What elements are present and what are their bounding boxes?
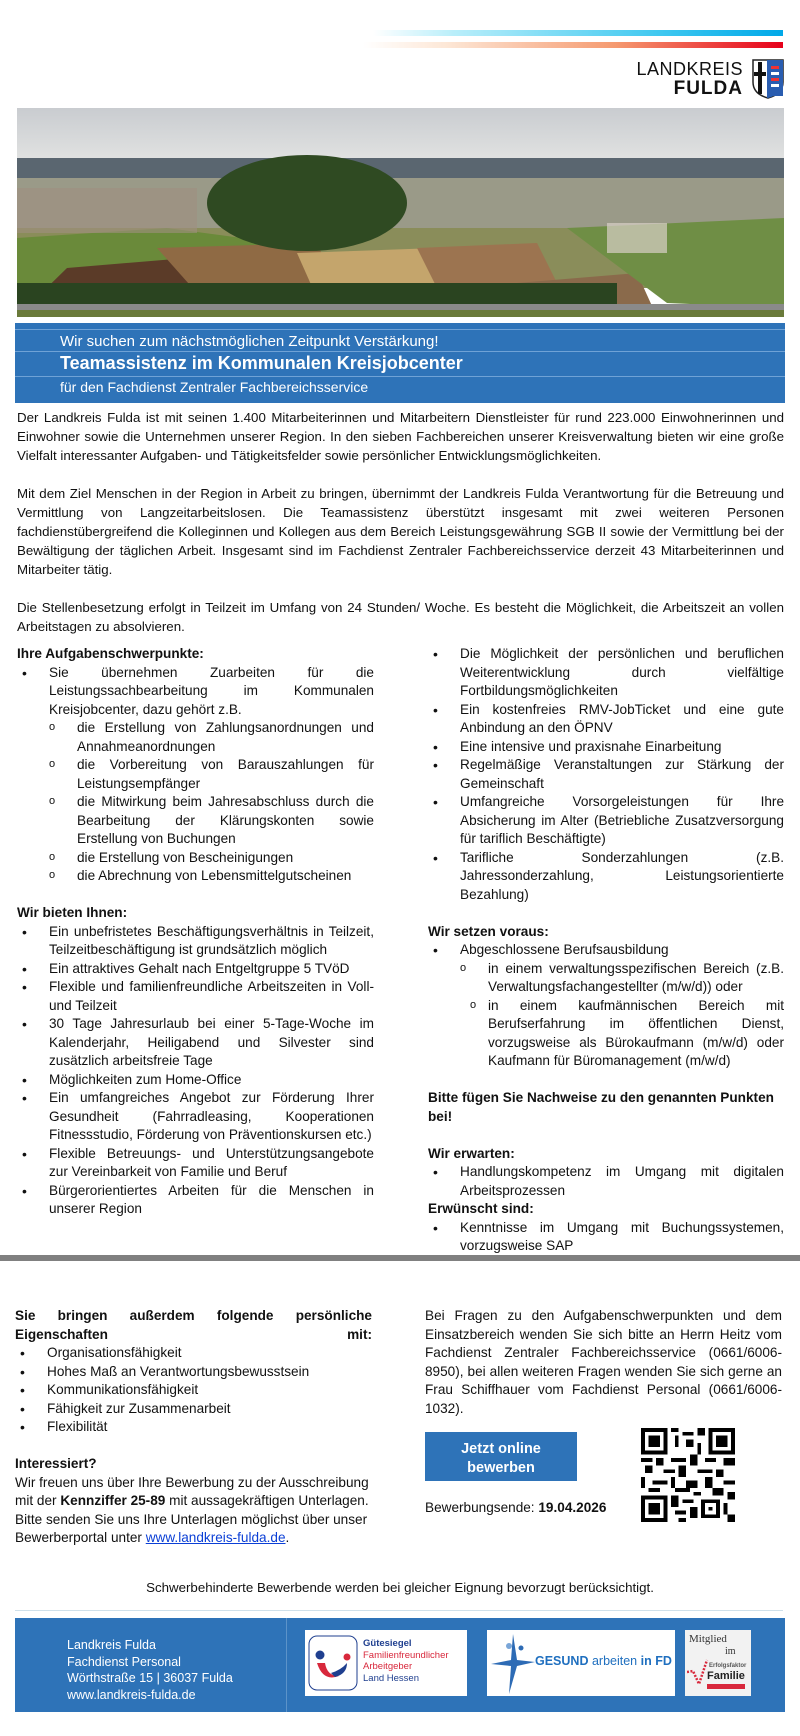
- list-item: • Flexibilität: [15, 1418, 372, 1437]
- list-item: • Eine intensive und praxisnahe Einarbeitung: [428, 738, 784, 757]
- banner-rule: [15, 376, 785, 377]
- footer-dept: Fachdienst Personal: [67, 1654, 181, 1669]
- list-item: o die Vorbereitung von Barauszahlungen für Leistungsempfänger: [49, 756, 374, 793]
- badge-familienfreundlicher-arbeitgeber: [305, 1630, 467, 1696]
- expect-heading: Wir erwarten:: [428, 1145, 515, 1161]
- disability-notice: Schwerbehinderte Bewerbende werden bei gleicher Eignung bevorzugt berücksichtigt.: [146, 1580, 654, 1595]
- right-column: [428, 645, 784, 1256]
- star-figures-icon: [487, 1630, 537, 1696]
- list-item: • Ein attraktives Gehalt nach Entgeltgruppe 5 TVöD: [17, 960, 374, 979]
- badge-gesund-light: arbeiten: [588, 1654, 641, 1668]
- job-title-banner: [15, 323, 785, 403]
- disclaimer-rule: [15, 1610, 783, 1611]
- offer-heading: Wir bieten Ihnen:: [17, 905, 128, 920]
- deadline-value: 19.04.2026: [538, 1500, 607, 1515]
- list-item: • Flexible Betreuungs- und Unterstützungsangebote zur Vereinbarkeit von Familie und Beruf: [17, 1145, 374, 1182]
- list-item: [17, 664, 374, 886]
- list-item: • Kenntnisse im Umgang mit Buchungssystemen, vorzugsweise SAP: [428, 1219, 784, 1256]
- banner-rule: [15, 329, 785, 330]
- logo-line2: FULDA: [673, 78, 743, 99]
- deadline-label: Bewerbungsende:: [425, 1500, 539, 1515]
- badge-mitglied-line1: Mitglied: [689, 1633, 727, 1645]
- job-title: Teamassistenz im Kommunalen Kreisjobcenter: [60, 353, 463, 373]
- application-deadline: [425, 1500, 606, 1515]
- list-item: o die Abrechnung von Lebensmittelgutscheinen: [49, 867, 374, 886]
- decorative-stripe-red: [363, 42, 783, 48]
- list-item: • Flexible und familienfreundliche Arbeitszeiten in Voll- und Teilzeit: [17, 978, 374, 1015]
- list-item: • Ein unbefristetes Beschäftigungsverhältnis in Teilzeit, Teilzeitbeschäftigung ist grundsätzlich möglich: [17, 923, 374, 960]
- decorative-stripe-blue: [373, 30, 783, 36]
- hero-landscape-image: [17, 108, 784, 317]
- footer: [15, 1618, 785, 1712]
- badge-guete-line3: Arbeitgeber: [363, 1661, 413, 1672]
- banner-rule: [15, 351, 785, 352]
- badge-mitglied-line2: im: [725, 1646, 736, 1657]
- interested-text-part: Wir freuen uns über Ihre Bewerbung zu der Ausschreibung mit der: [15, 1474, 369, 1508]
- banner-kicker: Wir suchen zum nächstmöglichen Zeitpunkt Verstärkung!: [60, 333, 439, 350]
- coat-of-arms-icon: [751, 58, 785, 100]
- list-item: • Organisationsfähigkeit: [15, 1344, 372, 1363]
- list-item: • Die Möglichkeit der persönlichen und beruflichen Weiterentwicklung durch vielfältige Fortbildungsmöglichkeiten: [428, 645, 784, 701]
- list-item: • Hohes Maß an Verantwortungsbewusstsein: [15, 1363, 372, 1382]
- list-item: • Möglichkeiten zum Home-Office: [17, 1071, 374, 1090]
- list-item: • Ein kostenfreies RMV-JobTicket und eine gute Anbindung an den ÖPNV: [428, 701, 784, 738]
- interested-text-part: mit aussagekräftigen Unterlagen. Bitte senden Sie uns Ihre Unterlagen möglichst über unser Bewerberportal unter: [15, 1493, 369, 1545]
- list-item: o die Erstellung von Bescheinigungen: [49, 849, 374, 868]
- intro-paragraph: Die Stellenbesetzung erfolgt in Teilzeit im Umfang von 24 Stunden/ Woche. Es besteht die Möglichkeit, die Arbeitszeit an vollen Arbeitstagen zu absolvieren.: [17, 600, 784, 634]
- interested-heading: Interessiert?: [15, 1456, 97, 1471]
- badge-mitglied-line4: Familie: [707, 1670, 745, 1682]
- documents-notice: Bitte fügen Sie Nachweise zu den genannten Punkten bei!: [428, 1090, 774, 1124]
- badge-gesund-bold2: in FD: [640, 1654, 672, 1668]
- intro-paragraph: Der Landkreis Fulda ist mit seinen 1.400 Mitarbeiterinnen und Mitarbeitern Dienstleister für rund 223.000 Einwohnerinnen und Einwohner sowie die Unternehmen unserer Region. In den sieben Fachbereichen unserer Kreisverwaltung bieten wir eine große Vielfalt interessanter Aufgaben- und Tätigkeitsfelder sowie persönlicher Entwicklungsmöglichkeiten.: [17, 410, 784, 463]
- list-item: • 30 Tage Jahresurlaub bei einer 5-Tage-Woche im Kalenderjahr, Heiligabend und Silvester sind zusätzlich arbeitsfreie Tage: [17, 1015, 374, 1071]
- page-divider: [0, 1255, 800, 1261]
- list-item: • Handlungskompetenz im Umgang mit digitalen Arbeitsprozessen: [428, 1163, 784, 1200]
- requirements-heading: Wir setzen voraus:: [428, 923, 549, 939]
- contact-text: Bei Fragen zu den Aufgabenschwerpunkten und dem Einsatzbereich wenden Sie sich bitte an Herrn Heitz vom Fachdienst Zentraler Fachbereichsservice (0661/6006-8950), bei allen weiteren Fragen wenden Sie sich gerne an Frau Schiffhauer vom Fachdienst Personal (0661/6006-1032).: [425, 1308, 782, 1416]
- list-item: o die Mitwirkung beim Jahresabschluss durch die Bearbeitung der Klärungskonten sowie Erstellung von Buchungen: [49, 793, 374, 849]
- list-item: • Tarifliche Sonderzahlungen (z.B. Jahressonderzahlung, Leistungsorientierte Bezahlung): [428, 849, 784, 905]
- footer-street: Wörthstraße 15 | 36037 Fulda: [67, 1671, 233, 1685]
- badge-guete-line2: Familienfreundlicher: [363, 1649, 449, 1661]
- list-item: • Regelmäßige Veranstaltungen zur Stärkung der Gemeinschaft: [428, 756, 784, 793]
- list-item: o in einem verwaltungsspezifischen Bereich (z.B. Verwaltungsfachangestellter (m/w/d)) oder: [460, 960, 784, 997]
- badge-gesund-arbeiten: [487, 1630, 675, 1696]
- list-item: • Kommunikationsfähigkeit: [15, 1381, 372, 1400]
- personal-section: [15, 1307, 372, 1548]
- list-item: • Ein umfangreiches Angebot zur Förderung Ihrer Gesundheit (Fahrradleasing, Kooperationen Fitnessstudio, Förderung von Präventionskursen etc.): [17, 1089, 374, 1145]
- list-item: • Umfangreiche Vorsorgeleistungen für Ihre Absicherung im Alter (Betriebliche Zusatzversorgung für tariflich Beschäftigte): [428, 793, 784, 849]
- tasks-heading: Ihre Aufgabenschwerpunkte:: [17, 646, 204, 661]
- apply-button-line1: Jetzt online: [461, 1441, 541, 1457]
- badge-gesund-bold1: GESUND: [535, 1654, 589, 1668]
- interested-text: [15, 1474, 372, 1548]
- list-item: o die Erstellung von Zahlungsanordnungen und Annahmeanordnungen: [49, 719, 374, 756]
- left-column: [17, 645, 374, 1219]
- personal-heading: Sie bringen außerdem folgende persönliche Eigenschaften mit:: [15, 1308, 372, 1342]
- footer-org: Landkreis Fulda: [67, 1638, 156, 1652]
- intro-paragraph: Mit dem Ziel Menschen in der Region in Arbeit zu bringen, übernimmt der Landkreis Fulda Verantwortung für die Betreuung und Vermittlung von Langzeitarbeitslosen. Die Teamassistenz überstützt insgesamt mit zwei weiteren Personen fachdienstübergreifend die Kolleginnen und Kollegen aus dem Bereich Leistungsgewährung SGB II sowie der Vermittlung bei der Bewältigung der täglichen Arbeit. Insgesamt sind im Fachdienst Zentraler Fachbereichsservice derzeit 43 Mitarbeiterinnen und Mitarbeiter tätig.: [17, 486, 784, 577]
- list-item: [428, 941, 784, 1071]
- list-item: • Fähigkeit zur Zusammenarbeit: [15, 1400, 372, 1419]
- landkreis-fulda-logo: [636, 58, 785, 100]
- desired-heading: Erwünscht sind:: [428, 1201, 534, 1216]
- apply-button-line2: bewerben: [467, 1460, 535, 1476]
- footer-separator: [286, 1618, 287, 1712]
- requirements-main: Abgeschlossene Berufsausbildung: [460, 942, 669, 957]
- checkmark-icon: [687, 1658, 709, 1688]
- family-friendly-logo-icon: [305, 1630, 361, 1696]
- qr-code-icon[interactable]: [641, 1428, 735, 1522]
- badge-mitglied-bar: [707, 1684, 745, 1689]
- badge-erfolgsfaktor-familie: [685, 1630, 751, 1696]
- portal-link[interactable]: www.landkreis-fulda.de: [145, 1530, 286, 1545]
- badge-mitglied-line3: Erfolgsfaktor: [709, 1663, 747, 1669]
- logo-line1: LANDKREIS: [636, 59, 743, 79]
- list-item: o in einem kaufmännischen Bereich mit Berufserfahrung im öffentlichen Dienst, vorzugsweise als Bürokaufmann (m/w/d) oder Kaufmann für Büromanagement (m/w/d): [470, 997, 784, 1071]
- apply-online-button[interactable]: [425, 1432, 577, 1481]
- department-subtitle: für den Fachdienst Zentraler Fachbereichsservice: [60, 379, 369, 395]
- badge-guete-line4: Land Hessen: [363, 1672, 419, 1684]
- badge-guete-line1: Gütesiegel: [363, 1638, 412, 1649]
- list-item: • Bürgerorientiertes Arbeiten für die Menschen in unserer Region: [17, 1182, 374, 1219]
- interested-text-part: .: [285, 1530, 290, 1545]
- reference-number: Kennziffer 25-89: [60, 1493, 166, 1508]
- footer-address: [67, 1637, 233, 1703]
- tasks-main: Sie übernehmen Zuarbeiten für die Leistungssachbearbeitung im Kommunalen Kreisjobcenter, dazu gehört z.B.: [49, 664, 374, 717]
- footer-web: www.landkreis-fulda.de: [67, 1687, 196, 1702]
- intro-section: [17, 408, 784, 655]
